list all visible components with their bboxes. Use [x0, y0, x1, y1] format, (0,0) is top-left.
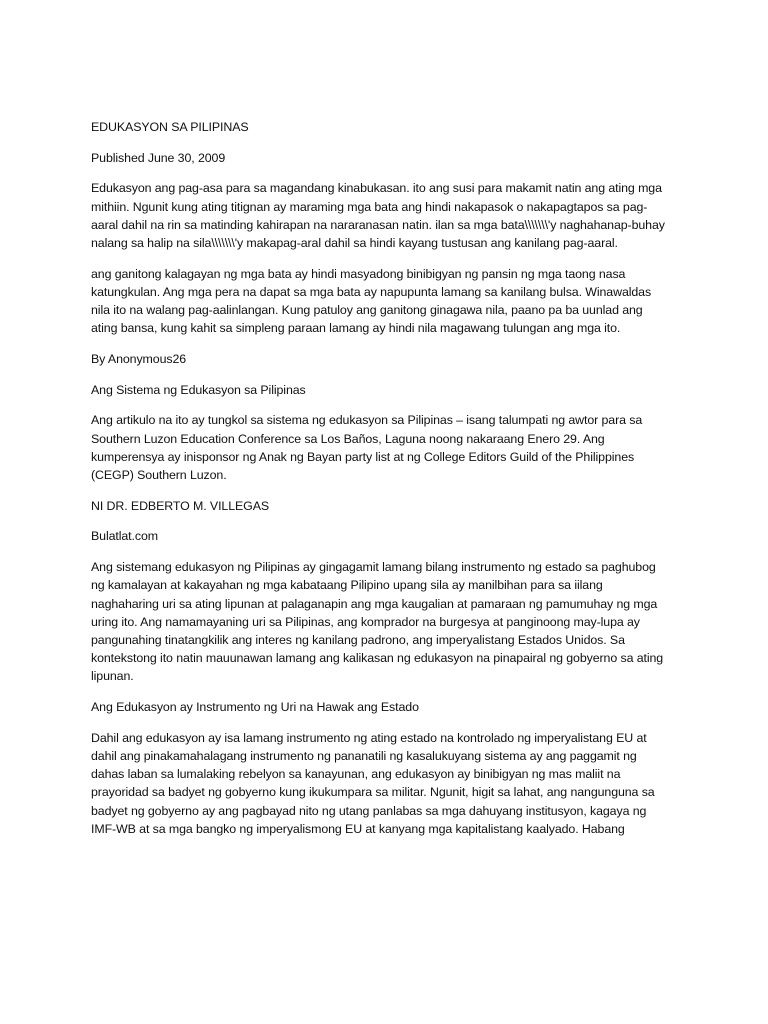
- document-page: [91, 118, 671, 851]
- subheading: Ang Edukasyon ay Instrumento ng Uri na Hawak ang Estado: [91, 700, 419, 715]
- paragraph-1: Edukasyon ang pag-asa para sa magandang kinabukasan. ito ang susi para makamit natin ang ating mga mithiin. Ngunit kung ating titignan ay maraming mga bata ang hindi nakapasok o nakapagtapos sa pag-aaral dahil na rin sa matinding kahirapan na nararanasan natin. ilan sa mga bata\\\\\\\'y naghahanap-buhay nalang sa halip na sila\\\\\\\'y makapag-aral dahil sa hindi kayang tustusan ang kanilang pag-aaral.: [91, 181, 665, 251]
- publish-date: Published June 30, 2009: [91, 150, 226, 165]
- document-title: EDUKASYON SA PILIPINAS: [91, 120, 249, 134]
- source-line: Bulatlat.com: [91, 529, 158, 544]
- intro-paragraph: Ang artikulo na ito ay tungkol sa sistema ng edukasyon sa Pilipinas – isang talumpati ng awtor para sa Southern Luzon Education Conference sa Los Baños, Laguna noong nakaraang Enero 29. Ang kumperensya ay inisponsor ng Anak ng Bayan party list at ng College Editors Guild of the Philippines (CEGP) Southern Luzon.: [91, 413, 643, 483]
- byline: By Anonymous26: [91, 352, 187, 367]
- paragraph-2: ang ganitong kalagayan ng mga bata ay hindi masyadong binibigyan ng pansin ng mga taong nasa katungkulan. Ang mga pera na dapat sa mga bata ay napupunta lamang sa kanilang bulsa. Winawaldas nila ito na walang pag-aalinlangan. Kung patuloy ang ganitong ginagawa nila, paano pa ba uunlad ang ating bansa, kung kahit sa simpleng paraan lamang ay hindi nila magawang tulungan ang mga ito.: [91, 266, 652, 336]
- body-paragraph-2: Dahil ang edukasyon ay isa lamang instrumento ng ating estado na kontrolado ng imperyalistang EU at dahil ang pinakamahalagang instrumento ng pananatili ng kasalukuyang sistema ay ang paggamit ng dahas laban sa lumalaking rebelyon sa kanayunan, ang edukasyon ay binibigyan ng mas maliit na prayoridad sa badyet ng gobyerno kung ikukumpara sa militar. Ngunit, higit sa lahat, ang nangunguna sa badyet ng gobyerno ay ang pagbayad nito ng utang panlabas sa mga dahuyang institusyon, kagaya ng IMF-WB at sa mga bangko ng imperyalismong EU at kanyang mga kapitalistang kaalyado. Habang: [91, 730, 655, 836]
- section-title: Ang Sistema ng Edukasyon sa Pilipinas: [91, 382, 306, 397]
- author-line: NI DR. EDBERTO M. VILLEGAS: [91, 498, 270, 513]
- body-paragraph-1: Ang sistemang edukasyon ng Pilipinas ay gingagamit lamang bilang instrumento ng estado sa paghubog ng kamalayan at kakayahan ng mga kabataang Pilipino upang sila ay manilbihan para sa iilang naghaharing uri sa ating lipunan at palaganapin ang mga kaugalian at pamaraan ng pamumuhay ng mga uring ito. Ang namamayaning uri sa Pilipinas, ang komprador na burgesya at panginoong may-lupa ay pangunahing tinatangkilik ang interes ng kanilang padrono, ang imperyalistang Estados Unidos. Sa kontekstong ito natin mauunawan lamang ang kalikasan ng edukasyon na pinapairal ng gobyerno sa ating lipunan.: [91, 560, 664, 684]
